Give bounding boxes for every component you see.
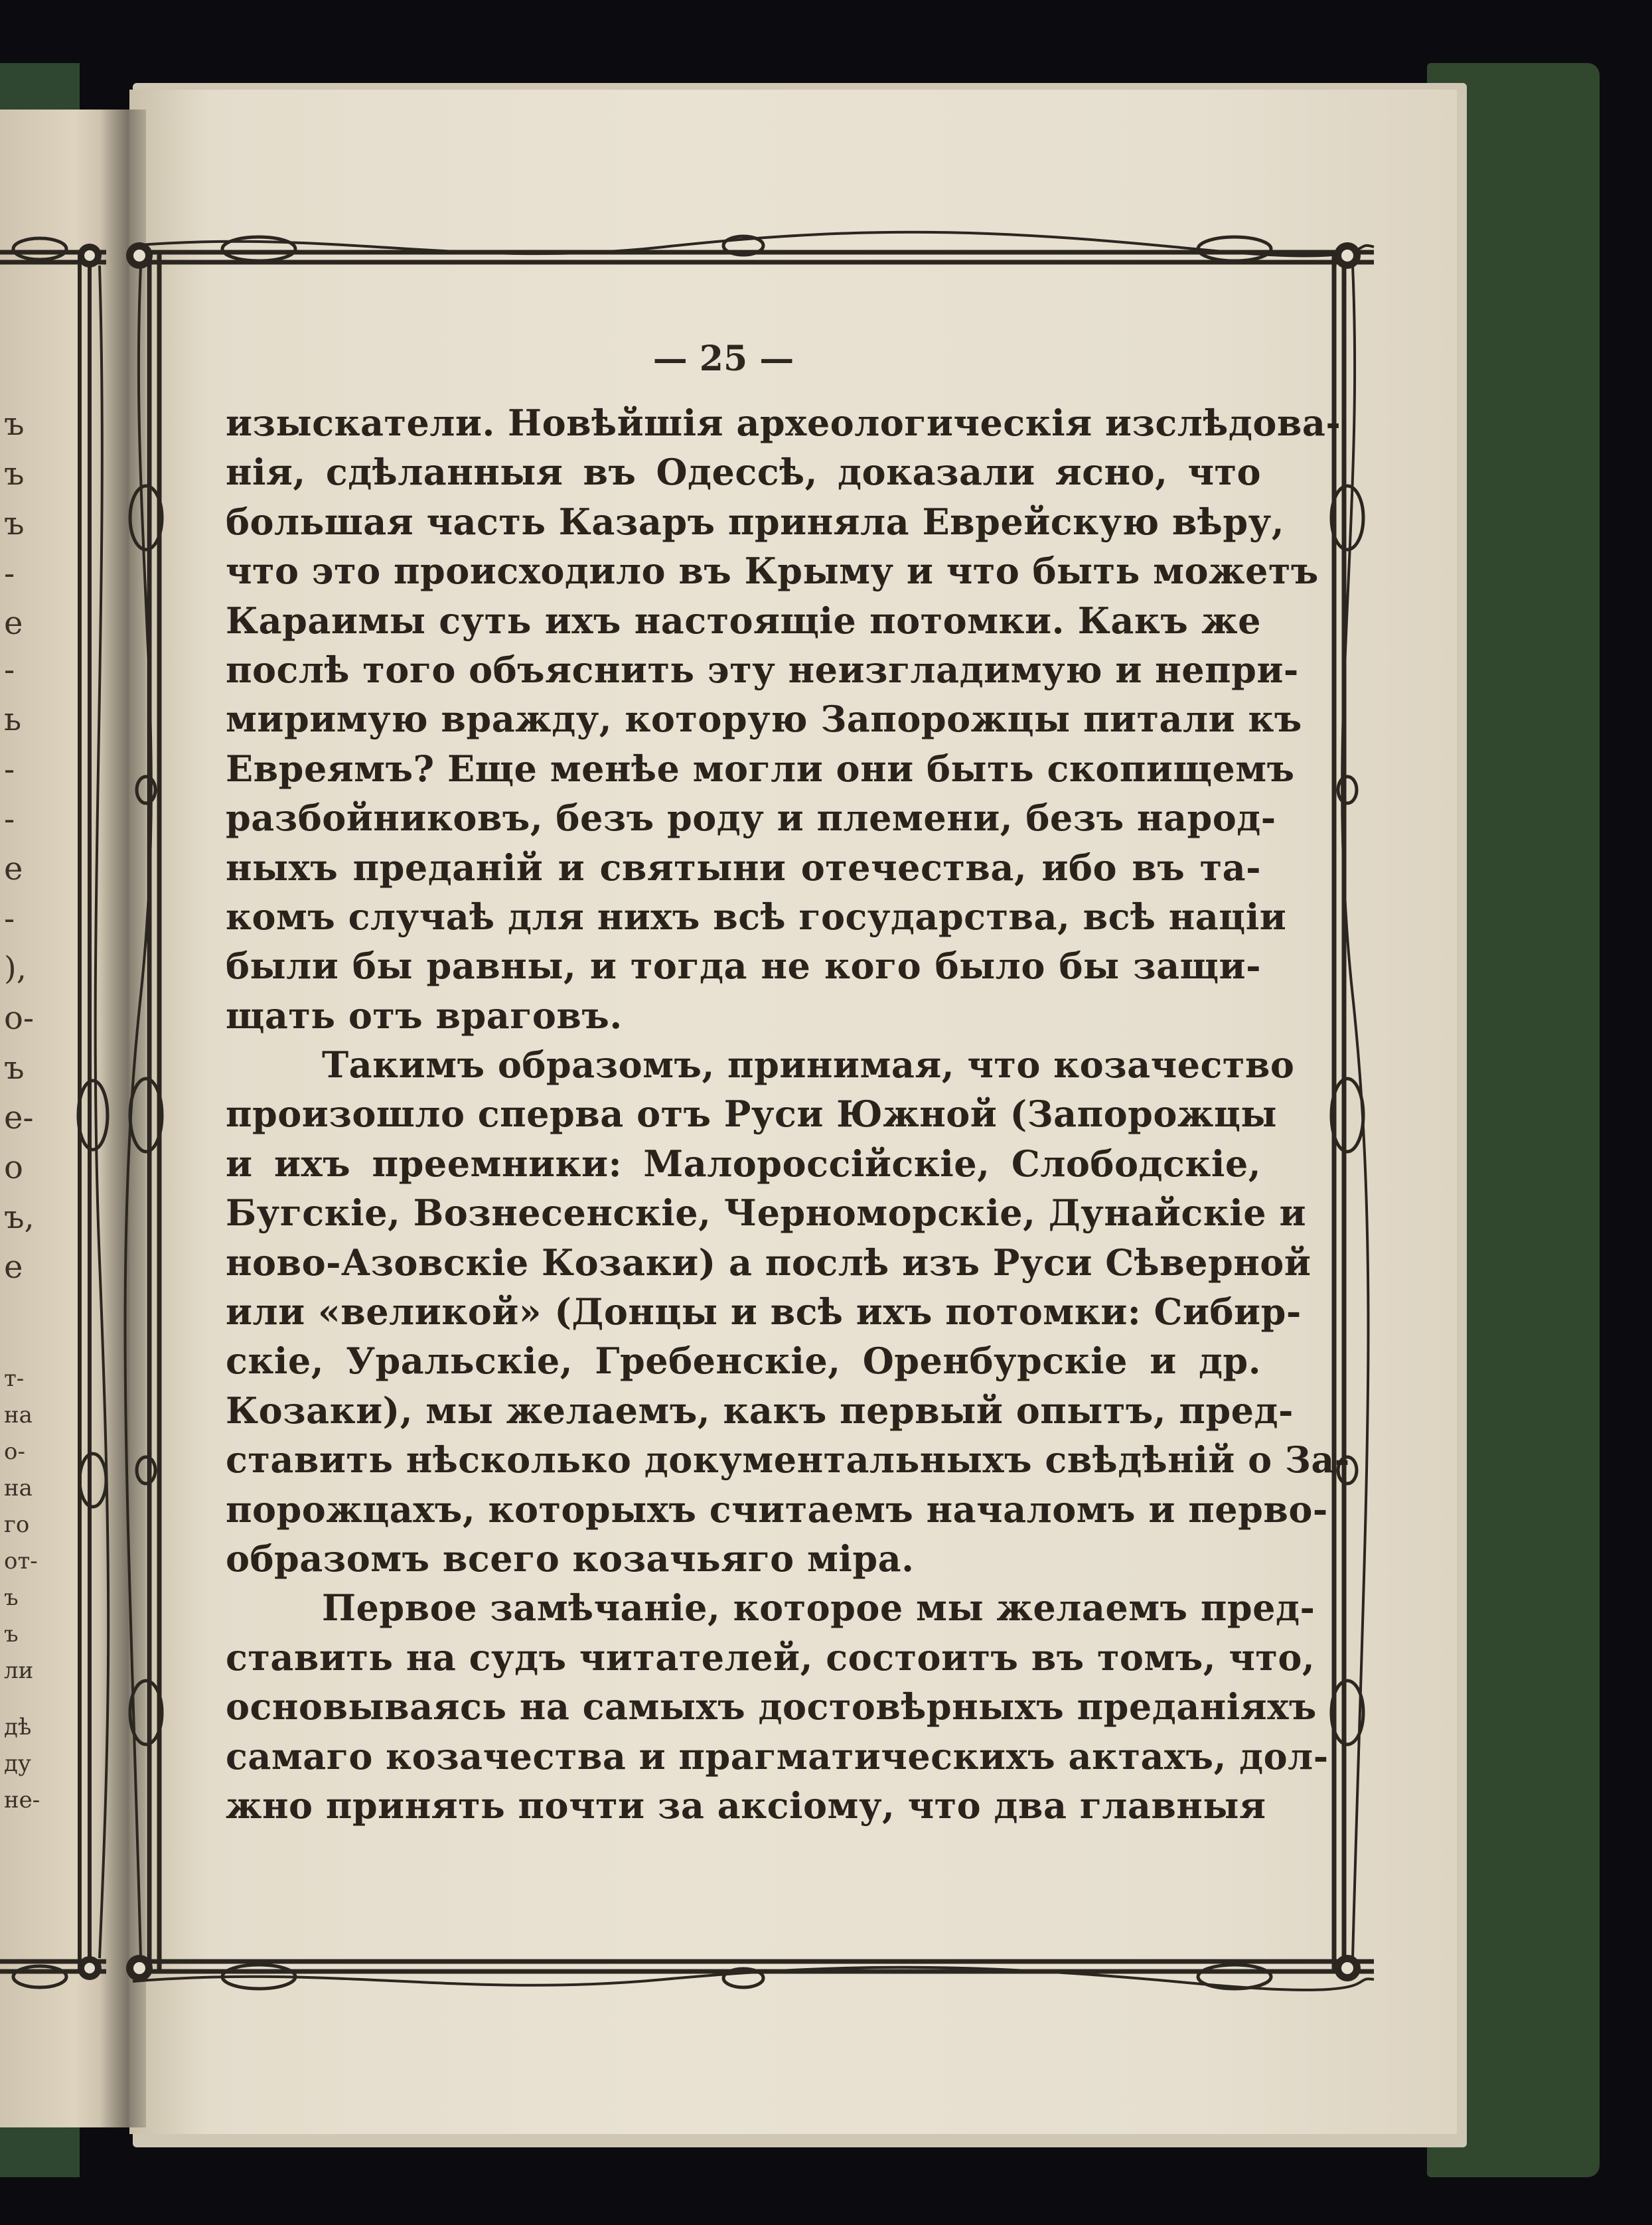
left-fragment: т- xyxy=(4,1365,25,1392)
text-line: или «великой» (Донцы и всѣ ихъ потомки: Сибир- xyxy=(226,1290,1302,1334)
text-line: Такимъ образомъ, принимая, что козачество xyxy=(322,1043,1295,1087)
text-line: большая часть Казаръ приняла Еврейскую вѣру, xyxy=(226,500,1285,543)
body-text xyxy=(226,398,1350,1830)
text-line: щать отъ враговъ. xyxy=(226,994,623,1037)
text-line: и ихъ преемники: Малороссійскіе, Слободскіе, xyxy=(226,1142,1261,1185)
left-fragment: ду xyxy=(4,1750,31,1777)
left-fragment: - xyxy=(4,900,15,937)
left-fragment: - xyxy=(4,555,15,592)
left-fragment: ь xyxy=(4,701,22,738)
text-line: ставить нѣсколько документальныхъ свѣдѣній о За- xyxy=(226,1438,1350,1482)
left-fragment: ли xyxy=(4,1657,34,1684)
left-fragment: ъ, xyxy=(4,1199,35,1236)
text-line: миримую вражду, которую Запорожцы питали къ xyxy=(226,698,1302,741)
left-fragment: ъ xyxy=(4,1049,25,1087)
left-fragment: - xyxy=(4,751,15,788)
page-number: — 25 — xyxy=(652,339,794,379)
text-line: ново-Азовскіе Козаки) а послѣ изъ Руси Сѣверной xyxy=(226,1241,1312,1284)
text-line: комъ случаѣ для нихъ всѣ государства, всѣ націи xyxy=(226,895,1287,938)
text-line: ставить на судъ читателей, состоитъ въ томъ, что, xyxy=(226,1636,1315,1679)
text-line: изыскатели. Новѣйшія археологическія изслѣдова- xyxy=(226,402,1341,444)
left-fragment: ъ xyxy=(4,1584,19,1611)
left-fragment: го xyxy=(4,1511,30,1538)
text-line: жно принять почти за аксіому, что два главныя xyxy=(226,1784,1266,1827)
left-fragment: ъ xyxy=(4,406,25,443)
text-line: Караимы суть ихъ настоящіе потомки. Какъ же xyxy=(226,599,1261,642)
text-line: Бугскіе, Вознесенскіе, Черноморскіе, Дунайскіе и xyxy=(226,1191,1306,1235)
left-fragment: ъ xyxy=(4,455,25,493)
text-line: произошло сперва отъ Руси Южной (Запорожцы xyxy=(226,1093,1277,1136)
text-line: были бы равны, и тогда не кого было бы защи- xyxy=(226,945,1261,988)
text-line: Козаки), мы желаемъ, какъ первый опытъ, пред- xyxy=(226,1389,1294,1432)
text-line: образомъ всего козачьяго міра. xyxy=(226,1537,915,1580)
text-line: порожцахъ, которыхъ считаемъ началомъ и перво- xyxy=(226,1488,1328,1531)
left-fragment: е xyxy=(4,1249,23,1286)
text-line: самаго козачества и прагматическихъ актахъ, дол- xyxy=(226,1734,1329,1778)
text-line: ныхъ преданій и святыни отечества, ибо въ та- xyxy=(226,846,1261,889)
text-line: нія, сдѣланныя въ Одессѣ, доказали ясно, что xyxy=(226,451,1261,494)
left-fragment: о- xyxy=(4,1438,25,1465)
text-line: послѣ того объяснить эту неизгладимую и непри- xyxy=(226,648,1299,691)
left-fragment: е xyxy=(4,850,23,887)
left-fragment: не- xyxy=(4,1787,40,1813)
left-fragment: е- xyxy=(4,1099,34,1136)
text-line: разбойниковъ, безъ роду и племени, безъ народ- xyxy=(226,797,1276,840)
left-fragment: е xyxy=(4,605,23,642)
text-line: Первое замѣчаніе, которое мы желаемъ пред- xyxy=(322,1586,1315,1630)
left-fragment: на xyxy=(4,1402,33,1428)
text-line: скіе, Уральскіе, Гребенскіе, Оренбурскіе и др. xyxy=(226,1340,1261,1383)
text-line: Евреямъ? Еще менѣе могли они быть скопищемъ xyxy=(226,747,1295,790)
left-fragment: от- xyxy=(4,1548,38,1574)
left-fragment: на xyxy=(4,1475,33,1501)
text-line: что это происходило въ Крыму и что быть можетъ xyxy=(226,550,1319,593)
left-fragment: дѣ xyxy=(4,1714,32,1740)
text-line: основываясь на самыхъ достовѣрныхъ преданіяхъ xyxy=(226,1685,1317,1728)
left-fragment: ъ xyxy=(4,505,25,542)
left-fragment: ъ xyxy=(4,1621,19,1648)
left-fragment: - xyxy=(4,801,15,838)
left-fragment: о xyxy=(4,1149,23,1186)
left-fragment: ), xyxy=(4,950,27,987)
left-fragment: - xyxy=(4,651,15,688)
left-fragment: о- xyxy=(4,1000,35,1037)
